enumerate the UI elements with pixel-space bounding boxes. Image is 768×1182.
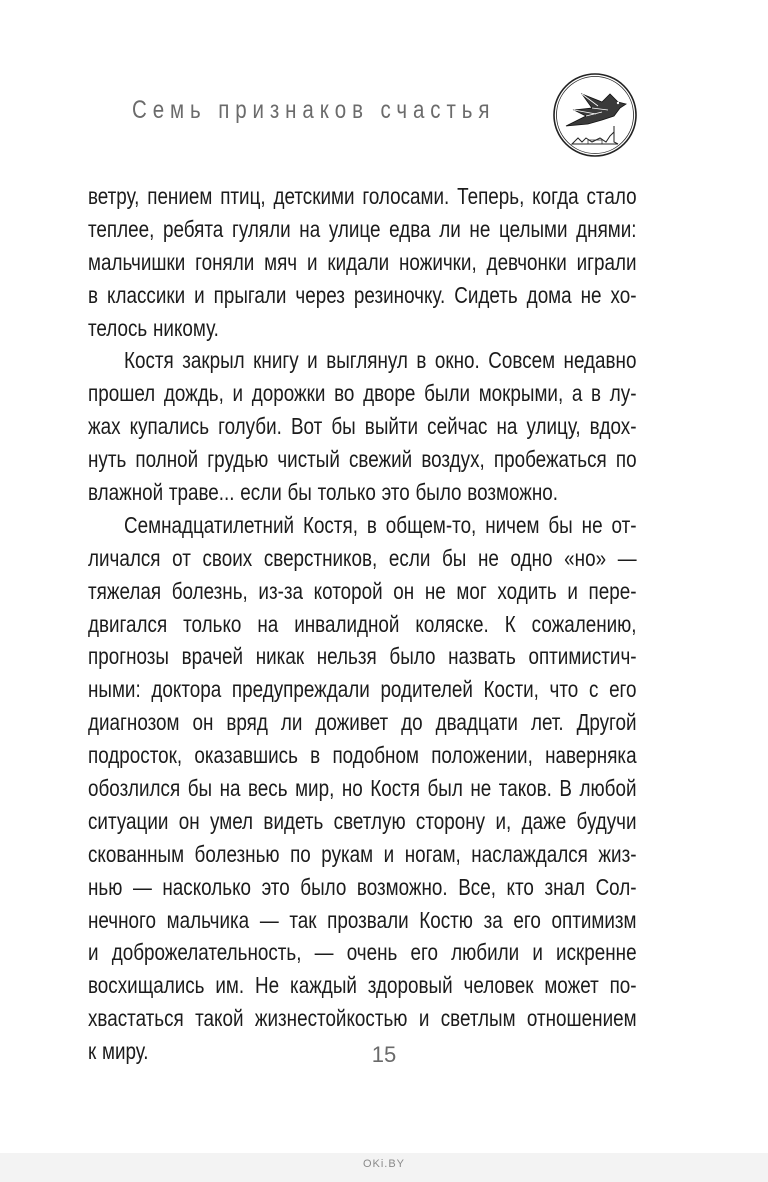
word: болезнь, bbox=[171, 577, 248, 604]
word: любой bbox=[579, 775, 637, 802]
word: в bbox=[88, 281, 99, 308]
word: может bbox=[544, 972, 599, 999]
text-line bbox=[88, 739, 637, 772]
word: едва bbox=[389, 215, 431, 242]
word: нечного bbox=[88, 906, 156, 933]
word: сторону bbox=[415, 807, 486, 834]
word: прогнозы bbox=[88, 643, 169, 670]
word: что bbox=[549, 676, 579, 703]
word: подросток, bbox=[88, 742, 183, 769]
text-line-content bbox=[88, 180, 637, 213]
word: и, bbox=[495, 807, 512, 834]
text-line-content bbox=[88, 772, 637, 805]
text-line-content bbox=[88, 312, 637, 345]
word: бы bbox=[187, 775, 213, 802]
word: тяжелая bbox=[88, 577, 162, 604]
text-line bbox=[88, 838, 637, 871]
word: искренне bbox=[556, 939, 637, 966]
word: купались bbox=[129, 413, 210, 440]
word: Семнадцатилетний bbox=[124, 511, 295, 538]
text-line-content bbox=[88, 377, 637, 410]
word: инвалидной bbox=[294, 610, 400, 637]
word: одно bbox=[510, 544, 553, 571]
word: бы bbox=[442, 544, 467, 571]
word: вдох- bbox=[589, 413, 637, 440]
word: по bbox=[615, 446, 637, 473]
word: Совсем bbox=[488, 347, 556, 374]
word: детскими bbox=[273, 183, 355, 209]
word: дорожки bbox=[251, 380, 326, 407]
text-line bbox=[88, 443, 637, 476]
word: им. bbox=[215, 972, 245, 999]
word: и bbox=[418, 1005, 430, 1032]
word: в bbox=[591, 380, 602, 407]
word: но bbox=[341, 775, 363, 802]
word: в bbox=[366, 511, 377, 538]
text-line bbox=[88, 344, 637, 377]
text-line bbox=[88, 673, 637, 706]
word: Теперь, bbox=[457, 183, 525, 209]
word: ветру, bbox=[88, 183, 140, 209]
word: дождь, bbox=[163, 380, 224, 407]
word: недавно bbox=[563, 347, 637, 374]
word: и bbox=[88, 939, 99, 966]
text-line bbox=[88, 805, 637, 838]
word: и bbox=[383, 840, 395, 867]
word: его bbox=[410, 939, 438, 966]
word: и bbox=[232, 380, 244, 407]
word: двадцати bbox=[435, 709, 518, 736]
word: ными: bbox=[88, 676, 141, 703]
word: мир, bbox=[295, 775, 335, 802]
word: жах bbox=[88, 413, 121, 440]
word: доктора bbox=[151, 676, 222, 703]
word: — bbox=[314, 939, 334, 966]
word: на bbox=[496, 413, 518, 440]
word: диагнозом bbox=[88, 709, 180, 736]
word: любили bbox=[451, 939, 520, 966]
word: доброжелательность, bbox=[111, 939, 302, 966]
word: вряд bbox=[226, 709, 268, 736]
word: светлым bbox=[440, 1005, 516, 1032]
word: светлую bbox=[333, 807, 406, 834]
text-line bbox=[88, 377, 637, 410]
word: таков. bbox=[498, 775, 552, 802]
word: гоняли bbox=[195, 248, 255, 275]
word: наверняка bbox=[545, 742, 637, 769]
text-line bbox=[88, 476, 637, 509]
word: траве... bbox=[168, 479, 235, 506]
word: улице bbox=[328, 215, 381, 242]
word: умел bbox=[210, 807, 254, 834]
word: оптимизм bbox=[551, 906, 637, 933]
word: оказавшись bbox=[194, 742, 298, 769]
word: не bbox=[581, 511, 603, 538]
text-line-content bbox=[88, 739, 637, 772]
word: и bbox=[194, 281, 205, 308]
word: не bbox=[478, 544, 499, 571]
text-line bbox=[88, 969, 637, 1002]
word: полной bbox=[135, 446, 199, 473]
word: лу- bbox=[609, 380, 637, 407]
word: родителей bbox=[380, 676, 473, 703]
word: ли bbox=[439, 215, 461, 242]
watermark: OKi.BY bbox=[362, 1158, 406, 1170]
word: никак bbox=[255, 643, 305, 670]
text-line-content bbox=[88, 904, 637, 937]
word: стало bbox=[586, 183, 637, 209]
text-line bbox=[88, 871, 637, 904]
word: пере- bbox=[588, 577, 637, 604]
word: доживет bbox=[315, 709, 389, 736]
word: телось bbox=[88, 314, 148, 341]
word: ситуации bbox=[88, 807, 169, 834]
word: голуби. bbox=[218, 413, 282, 440]
word: Костю bbox=[419, 906, 473, 933]
word: которой bbox=[313, 577, 383, 604]
word: нельзя bbox=[316, 643, 377, 670]
running-title: Семь признаков счастья bbox=[132, 96, 496, 124]
word: сверстников, bbox=[263, 544, 378, 571]
word: не bbox=[580, 281, 602, 308]
word: очень bbox=[346, 939, 398, 966]
text-line bbox=[88, 772, 637, 805]
word: днями: bbox=[576, 215, 637, 242]
word: по bbox=[290, 840, 311, 867]
text-line bbox=[88, 180, 637, 213]
text-line-content bbox=[88, 279, 637, 312]
word: положении, bbox=[431, 742, 533, 769]
word: будучи bbox=[576, 807, 637, 834]
word: даже bbox=[521, 807, 567, 834]
word: выглянул bbox=[326, 347, 408, 374]
word: возможно. bbox=[356, 873, 448, 900]
word: видеть bbox=[263, 807, 324, 834]
text-line bbox=[88, 410, 637, 443]
word: — bbox=[259, 906, 279, 933]
word: назвать bbox=[448, 643, 516, 670]
word: жизнестойкостью bbox=[254, 1005, 408, 1032]
text-line bbox=[88, 279, 637, 312]
word: сожалению, bbox=[531, 610, 637, 637]
word: мокрыми, bbox=[478, 380, 564, 407]
word: было bbox=[389, 643, 436, 670]
text-line-content bbox=[88, 805, 637, 838]
word: выйти bbox=[364, 413, 419, 440]
word: прыгали bbox=[213, 281, 287, 308]
word: мальчика bbox=[166, 906, 250, 933]
word: Костя, bbox=[302, 511, 358, 538]
text-line-content bbox=[88, 706, 637, 739]
word: прошел bbox=[88, 380, 156, 407]
word: прозвали bbox=[327, 906, 409, 933]
word: подобном bbox=[332, 742, 419, 769]
word: было bbox=[415, 479, 462, 506]
word: к bbox=[88, 1038, 97, 1065]
word: грудью bbox=[207, 446, 269, 473]
word: Не bbox=[255, 972, 280, 999]
text-line-content bbox=[124, 344, 637, 377]
word: гуляли bbox=[231, 215, 291, 242]
word: К bbox=[504, 610, 516, 637]
word: пробежаться bbox=[493, 446, 607, 473]
word: Сидеть bbox=[454, 281, 518, 308]
text-line-content bbox=[88, 213, 637, 246]
text-line bbox=[88, 706, 637, 739]
word: здоровый bbox=[367, 972, 453, 999]
word: нуть bbox=[88, 446, 127, 473]
word: возможно. bbox=[467, 479, 559, 506]
word: классики bbox=[107, 281, 186, 308]
word: обозлился bbox=[88, 775, 181, 802]
word: — bbox=[617, 544, 637, 571]
word: чистый bbox=[277, 446, 340, 473]
word: ногам, bbox=[404, 840, 461, 867]
word: от bbox=[172, 544, 191, 571]
text-line-content bbox=[124, 509, 637, 542]
word: в bbox=[416, 347, 427, 374]
word: своих bbox=[202, 544, 253, 571]
word: книгу bbox=[253, 347, 299, 374]
word: и bbox=[306, 248, 318, 275]
word: предупреждали bbox=[231, 676, 370, 703]
word: жиз- bbox=[598, 840, 637, 867]
word: и bbox=[567, 577, 578, 604]
word: бы bbox=[287, 479, 312, 506]
word: отношением bbox=[526, 1005, 637, 1032]
word: хвастаться bbox=[88, 1005, 184, 1032]
word: целыми bbox=[498, 215, 568, 242]
text-line-content bbox=[88, 575, 637, 608]
bird-over-town-emblem-icon bbox=[552, 72, 638, 158]
word: играли bbox=[576, 248, 637, 275]
word: ножички, bbox=[399, 248, 477, 275]
text-line-content bbox=[88, 838, 637, 871]
word: он bbox=[393, 577, 415, 604]
word: двигался bbox=[88, 610, 168, 637]
word: Костя bbox=[124, 347, 174, 374]
word: Все, bbox=[458, 873, 496, 900]
word: резиночку. bbox=[353, 281, 446, 308]
word: восхищались bbox=[88, 972, 205, 999]
word: человек bbox=[463, 972, 534, 999]
word: это bbox=[381, 479, 410, 506]
word: бы bbox=[331, 413, 356, 440]
word: голосами. bbox=[362, 183, 450, 209]
text-line-content bbox=[88, 608, 637, 641]
text-line bbox=[88, 936, 637, 969]
text-line-content bbox=[88, 542, 637, 575]
word: Костя bbox=[370, 775, 420, 802]
word: каждый bbox=[290, 972, 357, 999]
word: личался bbox=[88, 544, 161, 571]
word: свежий bbox=[349, 446, 413, 473]
word: если bbox=[388, 544, 431, 571]
word: бы bbox=[548, 511, 573, 538]
text-line bbox=[88, 640, 637, 673]
word: было bbox=[300, 873, 347, 900]
page-number: 15 bbox=[371, 1042, 397, 1067]
word: общем-то, bbox=[385, 511, 477, 538]
text-line-content bbox=[88, 476, 637, 509]
text-line bbox=[88, 1002, 637, 1035]
word: на bbox=[257, 610, 279, 637]
text-line-content bbox=[88, 443, 637, 476]
word: врачей bbox=[181, 643, 244, 670]
word: девчонки bbox=[486, 248, 567, 275]
word: рукам bbox=[321, 840, 374, 867]
text-line bbox=[88, 509, 637, 542]
word: нью bbox=[88, 873, 123, 900]
word: мальчишки bbox=[88, 248, 186, 275]
word: от- bbox=[611, 511, 637, 538]
word: кто bbox=[506, 873, 534, 900]
word: через bbox=[295, 281, 345, 308]
text-line bbox=[88, 575, 637, 608]
text-line bbox=[88, 608, 637, 641]
word: он bbox=[178, 807, 200, 834]
word: это bbox=[261, 873, 290, 900]
word: в bbox=[310, 742, 321, 769]
word: и bbox=[307, 347, 318, 374]
word: насколько bbox=[162, 873, 252, 900]
word: он bbox=[192, 709, 214, 736]
text-line-content bbox=[88, 1002, 637, 1035]
word: миру. bbox=[101, 1038, 149, 1065]
text-line bbox=[88, 542, 637, 575]
word: был bbox=[427, 775, 463, 802]
word: В bbox=[559, 775, 573, 802]
word: из-за bbox=[258, 577, 304, 604]
word: ребята bbox=[163, 215, 224, 242]
text-line-content bbox=[88, 871, 637, 904]
word: воздух, bbox=[421, 446, 485, 473]
word: на bbox=[299, 215, 321, 242]
word: знал bbox=[544, 873, 586, 900]
word: если bbox=[240, 479, 282, 506]
word: кидали bbox=[327, 248, 390, 275]
word: за bbox=[483, 906, 503, 933]
word: во bbox=[334, 380, 355, 407]
text-line-content bbox=[88, 410, 637, 443]
word: — bbox=[132, 873, 152, 900]
word: дворе bbox=[363, 380, 416, 407]
word: мог bbox=[456, 577, 487, 604]
word: скованным bbox=[88, 840, 185, 867]
word: дома bbox=[526, 281, 572, 308]
word: по- bbox=[609, 972, 637, 999]
word: сейчас bbox=[427, 413, 488, 440]
word: и bbox=[532, 939, 543, 966]
text-line bbox=[88, 246, 637, 279]
word: коляске. bbox=[415, 610, 489, 637]
word: никому. bbox=[152, 314, 219, 341]
word: Другой bbox=[576, 709, 637, 736]
word: а bbox=[571, 380, 583, 407]
word: влажной bbox=[88, 479, 164, 506]
word: с bbox=[588, 676, 599, 703]
text-line bbox=[88, 904, 637, 937]
word: не bbox=[424, 577, 446, 604]
text-line-content bbox=[88, 936, 637, 969]
word: не bbox=[469, 215, 491, 242]
body-text bbox=[88, 180, 637, 1068]
word: только bbox=[183, 610, 242, 637]
word: до bbox=[401, 709, 423, 736]
word: Кости, bbox=[483, 676, 539, 703]
word: теплее, bbox=[88, 215, 155, 242]
word: на bbox=[219, 775, 241, 802]
word: окно. bbox=[434, 347, 480, 374]
word: когда bbox=[532, 183, 579, 209]
word: были bbox=[424, 380, 471, 407]
text-line-content bbox=[88, 969, 637, 1002]
word: ходить bbox=[497, 577, 557, 604]
word: болезнью bbox=[194, 840, 280, 867]
word: Вот bbox=[290, 413, 323, 440]
word: ли bbox=[280, 709, 303, 736]
word: не bbox=[470, 775, 492, 802]
word: хо- bbox=[610, 281, 637, 308]
word: «но» bbox=[564, 544, 607, 571]
word: только bbox=[317, 479, 376, 506]
word: Сол- bbox=[595, 873, 637, 900]
word: весь bbox=[248, 775, 288, 802]
text-line bbox=[88, 213, 637, 246]
word: такой bbox=[195, 1005, 244, 1032]
word: ничем bbox=[485, 511, 540, 538]
word: птиц, bbox=[220, 183, 266, 209]
word: закрыл bbox=[182, 347, 245, 374]
word: его bbox=[609, 676, 637, 703]
text-line-content bbox=[88, 246, 637, 279]
text-line-content bbox=[88, 673, 637, 706]
word: лет. bbox=[530, 709, 564, 736]
word: так bbox=[289, 906, 317, 933]
word: его bbox=[513, 906, 541, 933]
text-line bbox=[88, 312, 637, 345]
word: улицу, bbox=[526, 413, 581, 440]
word: пением bbox=[147, 183, 213, 209]
text-line-content bbox=[88, 640, 637, 673]
word: мяч bbox=[264, 248, 298, 275]
word: оптимистич- bbox=[528, 643, 637, 670]
word: наслаждался bbox=[471, 840, 588, 867]
